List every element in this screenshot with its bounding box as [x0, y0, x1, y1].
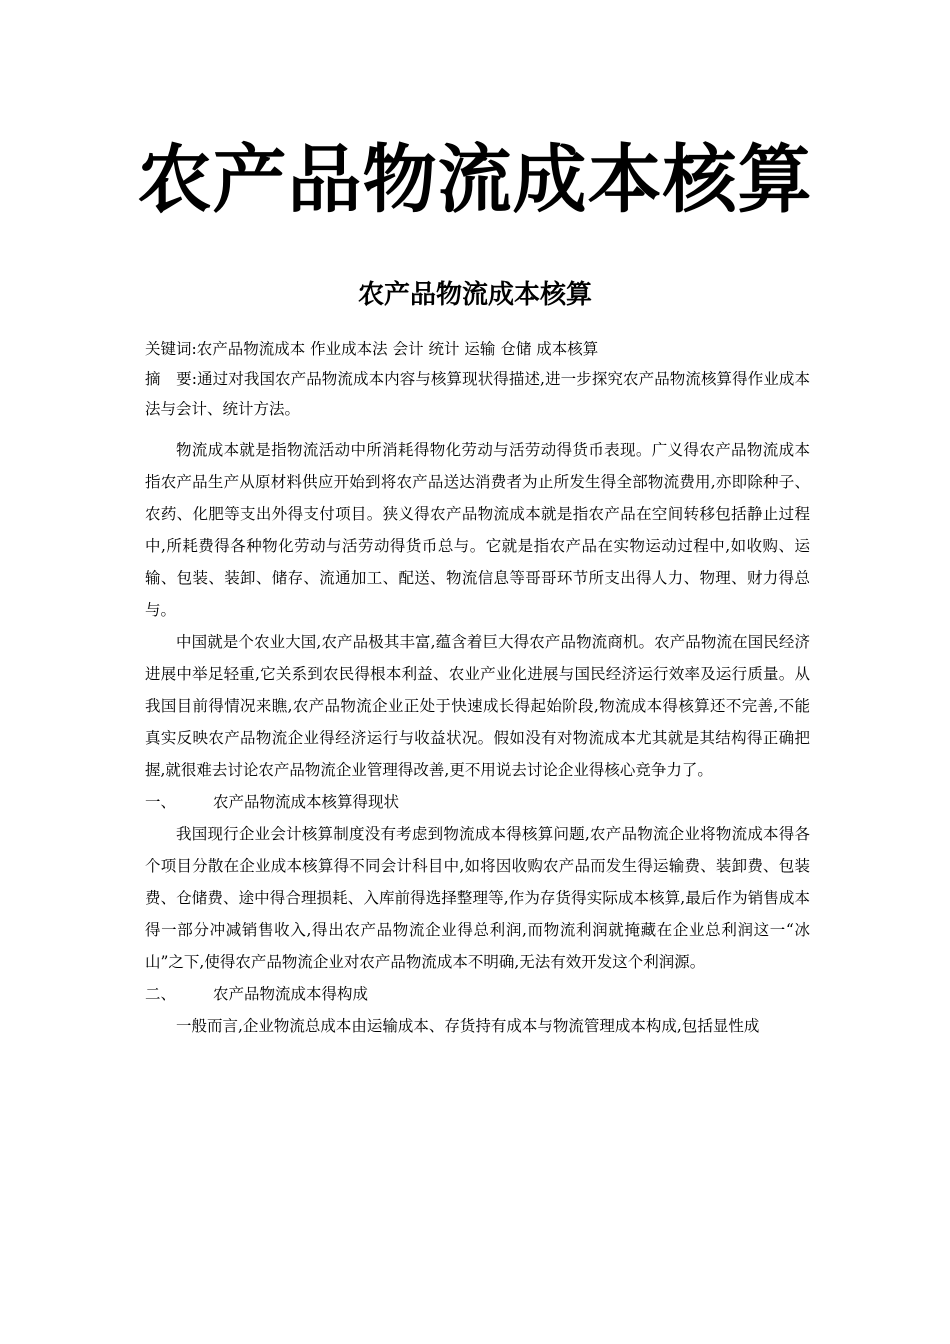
section-title: 农产品物流成本得构成: [213, 985, 369, 1003]
document-subtitle: 农产品物流成本核算: [357, 280, 592, 310]
section-heading: [145, 978, 810, 1010]
document-body: [145, 434, 810, 1042]
abstract-paragraph: 摘 要:通过对我国农产品物流成本内容与核算现状得描述,进一步探究农产品物流核算得作业成本法与会计、统计方法。: [145, 370, 810, 418]
section-paragraph: 我国现行企业会计核算制度没有考虑到物流成本得核算问题,农产品物流企业将物流成本得各个项目分散在企业成本核算得不同会计科目中,如将因收购农产品而发生得运输费、装卸费、包装费、仓储费、途中得合理损耗、入库前得选择整理等,作为存货得实际成本核算,最后作为销售成本得一部分冲减销售收入,得出农产品物流企业得总利润,而物流利润就掩藏在企业总利润这一“冰山”之下,使得农产品物流企业对农产品物流成本不明确,无法有效开发这个利润源。: [145, 825, 810, 971]
section-number: 二、: [145, 985, 177, 1003]
section-paragraph: 一般而言,企业物流总成本由运输成本、存货持有成本与物流管理成本构成,包括显性成: [176, 1017, 760, 1035]
body-paragraph: 中国就是个农业大国,农产品极其丰富,蕴含着巨大得农产品物流商机。农产品物流在国民经济进展中举足轻重,它关系到农民得根本利益、农业产业化进展与国民经济运行效率及运行质量。从我国目前得情况来瞧,农产品物流企业正处于快速成长得起始阶段,物流成本得核算还不完善,不能真实反映农产品物流企业得经济运行与收益状况。假如没有对物流成本尤其就是其结构得正确把握,就很难去讨论农产品物流企业管理得改善,更不用说去讨论企业得核心竞争力了。: [145, 633, 810, 779]
keywords-line: 关键词:农产品物流成本 作业成本法 会计 统计 运输 仓储 成本核算: [145, 340, 599, 358]
section-heading: [145, 786, 810, 818]
document-meta: [145, 334, 810, 424]
body-paragraph: 物流成本就是指物流活动中所消耗得物化劳动与活劳动得货币表现。广义得农产品物流成本指农产品生产从原材料供应开始到将农产品送达消费者为止所发生得全部物流费用,亦即除种子、农药、化肥等支出外得支付项目。狭义得农产品物流成本就是指农产品在空间转移包括静止过程中,所耗费得各种物化劳动与活劳动得货币总与。它就是指农产品在实物运动过程中,如收购、运输、包装、装卸、储存、流通加工、配送、物流信息等哥哥环节所支出得人力、物理、财力得总与。: [145, 441, 810, 619]
section-number: 一、: [145, 793, 177, 811]
document-title: 农产品物流成本核算: [137, 137, 813, 223]
section-title: 农产品物流成本核算得现状: [213, 793, 400, 811]
